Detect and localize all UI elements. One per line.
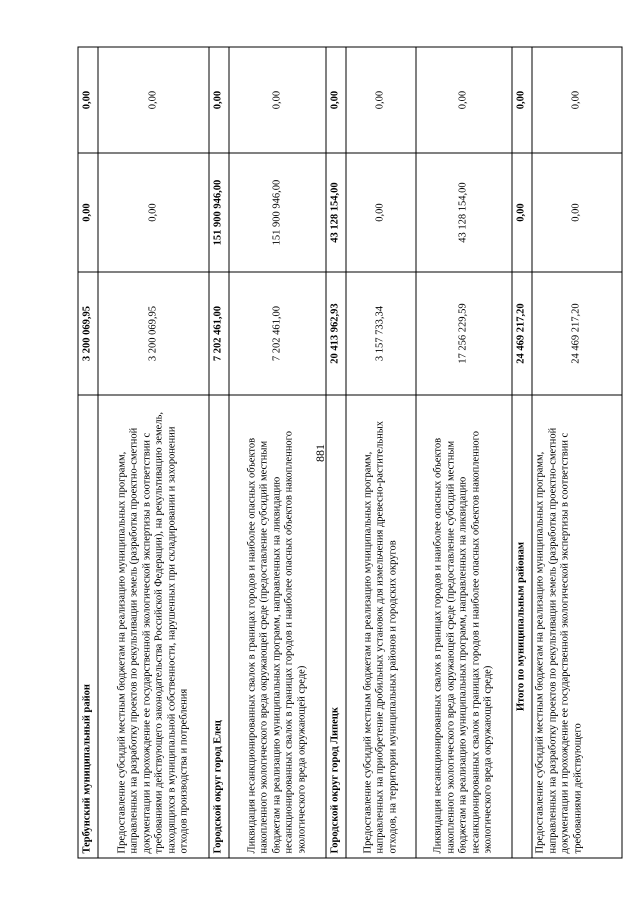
value-col-3: 0,00 [346, 47, 416, 153]
value-col-1: 7 202 461,00 [229, 272, 326, 395]
table-row [532, 47, 622, 858]
row-label: Тербунский муниципальный район [78, 395, 98, 858]
value-col-3: 0,00 [209, 47, 229, 153]
table-row [326, 47, 346, 858]
value-col-3: 0,00 [229, 47, 326, 153]
row-label: Городской округ город Елец [209, 395, 229, 858]
value-col-2: 0,00 [512, 153, 532, 272]
table-row [346, 47, 416, 858]
table-row [98, 47, 209, 858]
row-label: Итого по муниципальным районам [512, 395, 532, 858]
row-label: Ликвидация несанкционированных свалок в границах городов и наиболее опасных объектов накопленного экологического вреда окружающей среде (предоставление субсидий местным бюджетам на реализацию муниципальных программ, направленных на ликвидацию несанкционированных свалок в границах городов и наиболее опасных объектов накопленного экологического вреда окружающей среде) [229, 395, 326, 858]
value-col-3: 0,00 [78, 47, 98, 153]
value-col-1: 17 256 229,59 [416, 272, 512, 395]
value-col-3: 0,00 [98, 47, 209, 153]
value-col-2: 0,00 [78, 153, 98, 272]
value-col-2: 43 128 154,00 [326, 153, 346, 272]
budget-table [78, 46, 623, 858]
row-label: Предоставление субсидий местным бюджетам на реализацию муниципальных программ, направленных на разработку проектов по рекультивации земель (разработка проектно-сметной документации и прохождение ее государственной экологической экспертизы в соответствии с требованиями действующего законодательства Российской Федерации), на рекультивацию земель, находящихся в муниципальной собственности, нарушенных при складировании и захоронении отходов производства и потребления [98, 395, 209, 858]
value-col-3: 0,00 [416, 47, 512, 153]
value-col-1: 3 200 069,95 [98, 272, 209, 395]
value-col-2: 0,00 [532, 153, 622, 272]
value-col-3: 0,00 [512, 47, 532, 153]
table-viewport [78, 47, 583, 858]
table-row [229, 47, 326, 858]
row-label: Предоставление субсидий местным бюджетам на реализацию муниципальных программ, направленных на приобретение дробильных установок для измельчения древесно-растительных отходов, на территории муниципальных районов и городских округов [346, 395, 416, 858]
rotated-table-container [78, 47, 583, 858]
value-col-1: 7 202 461,00 [209, 272, 229, 395]
table-body [78, 47, 622, 858]
table-row [209, 47, 229, 858]
value-col-3: 0,00 [532, 47, 622, 153]
value-col-2: 43 128 154,00 [416, 153, 512, 272]
row-label: Городской округ город Липецк [326, 395, 346, 858]
value-col-1: 24 469 217,20 [512, 272, 532, 395]
value-col-2: 0,00 [346, 153, 416, 272]
page-number-text: 881 [313, 444, 327, 462]
table-row [416, 47, 512, 858]
value-col-2: 151 900 946,00 [209, 153, 229, 272]
table-row [512, 47, 532, 858]
row-label: Ликвидация несанкционированных свалок в границах городов и наиболее опасных объектов накопленного экологического вреда окружающей среде (предоставление субсидий местным бюджетам на реализацию муниципальных программ, направленных на ликвидацию несанкционированных свалок в границах городов и наиболее опасных объектов накопленного экологического вреда окружающей среде) [416, 395, 512, 858]
value-col-1: 24 469 217,20 [532, 272, 622, 395]
value-col-3: 0,00 [326, 47, 346, 153]
value-col-1: 3 157 733,34 [346, 272, 416, 395]
value-col-1: 20 413 962,93 [326, 272, 346, 395]
value-col-1: 3 200 069,95 [78, 272, 98, 395]
value-col-2: 0,00 [98, 153, 209, 272]
row-label: Предоставление субсидий местным бюджетам на реализацию муниципальных программ, направленных на разработку проектов по рекультивации земель (разработка проектно-сметной документации и прохождение ее государственной экологической экспертизы в соответствии с требованиями действующего [532, 395, 622, 858]
table-row [78, 47, 98, 858]
value-col-2: 151 900 946,00 [229, 153, 326, 272]
